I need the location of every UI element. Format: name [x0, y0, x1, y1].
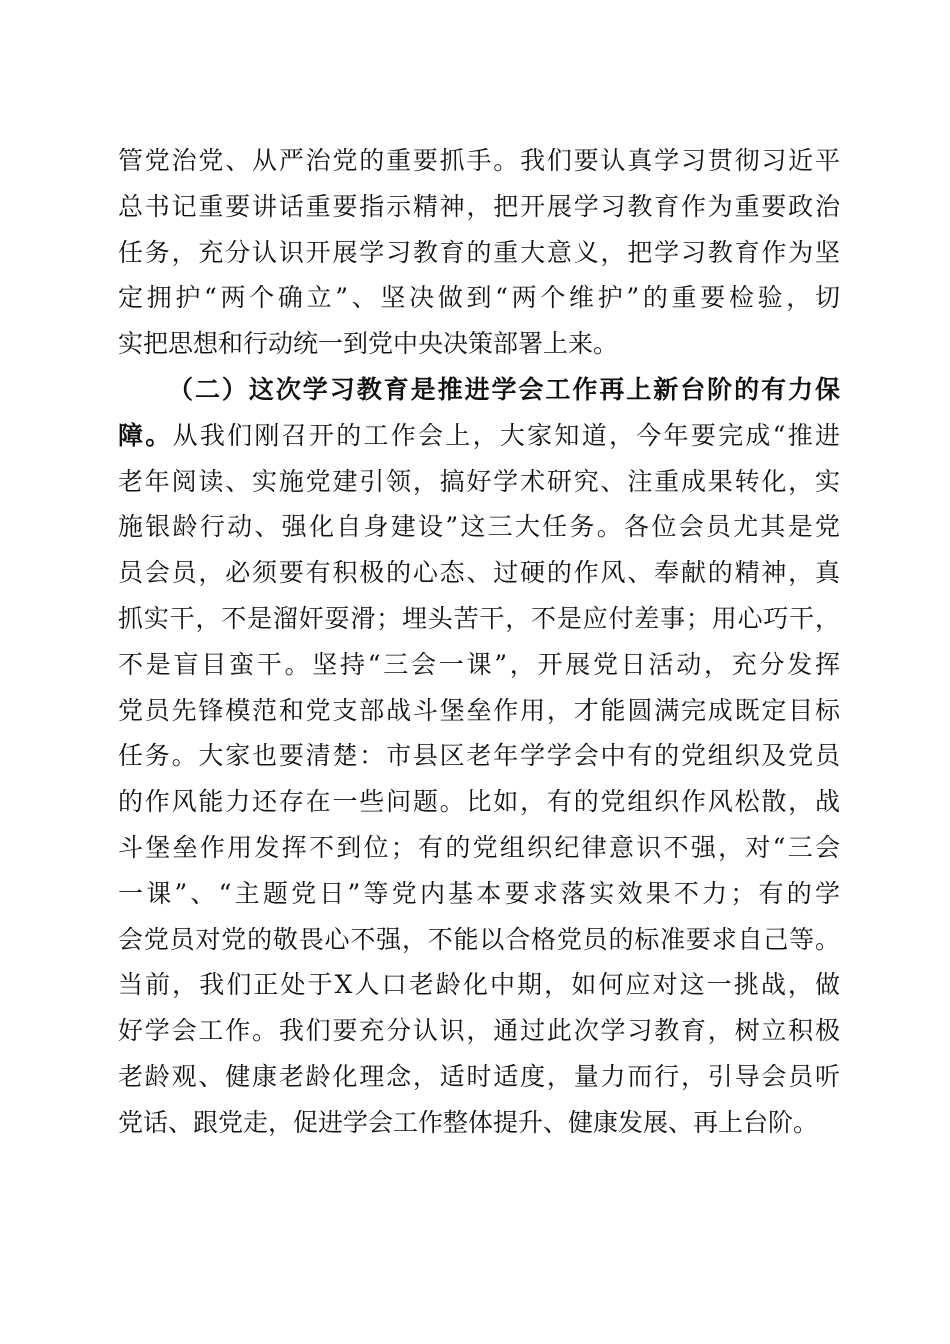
- paragraph-2-line-5: 抓实干，不是溜奸耍滑；埋头苦干，不是应付差事；用心巧干，: [118, 603, 840, 633]
- paragraph-1-line-3: 任务，充分认识开展学习教育的重大意义，把学习教育作为坚: [118, 237, 840, 267]
- paragraph-2-line-15: 老龄观、健康老龄化理念，适时适度，量力而行，引导会员听: [118, 1061, 840, 1091]
- paragraph-1-line-4: 定拥护“两个确立”、坚决做到“两个维护”的重要检验，切: [118, 283, 840, 313]
- paragraph-2-line-1: [118, 413, 840, 459]
- paragraph-1-line-2: 总书记重要讲话重要指示精神，把开展学习教育作为重要政治: [118, 191, 840, 221]
- paragraph-2-line-13: 当前，我们正处于X人口老龄化中期，如何应对这一挑战，做: [118, 970, 840, 1000]
- paragraph-2-line-11: 一课”、“主题党日”等党内基本要求落实效果不力；有的学: [118, 878, 840, 908]
- paragraph-2-line-3: 施银龄行动、强化自身建设”这三大任务。各位会员尤其是党: [118, 512, 840, 542]
- paragraph-2-line-6: 不是盲目蛮干。坚持“三会一课”，开展党日活动，充分发挥: [118, 649, 840, 679]
- paragraph-2-line-12: 会党员对党的敬畏心不强，不能以合格党员的标准要求自己等。: [118, 924, 840, 954]
- paragraph-2-line-10: 斗堡垒作用发挥不到位；有的党组织纪律意识不强，对“三会: [118, 832, 840, 862]
- body-text: [118, 138, 840, 1146]
- paragraph-2-line-1-text: 从我们刚召开的工作会上，大家知道，今年要完成“推进: [172, 420, 840, 450]
- paragraph-2-line-9: 的作风能力还存在一些问题。比如，有的党组织作风松散，战: [118, 787, 840, 817]
- section-heading-tail: 障。: [118, 420, 173, 450]
- paragraph-2-line-16: 党话、跟党走，促进学会工作整体提升、健康发展、再上台阶。: [118, 1107, 819, 1137]
- paragraph-2-line-8: 任务。大家也要清楚：市县区老年学学会中有的党组织及党员: [118, 741, 840, 771]
- paragraph-2-line-2: 老年阅读、实施党建引领，搞好学术研究、注重成果转化，实: [118, 466, 840, 496]
- section-heading: （二）这次学习教育是推进学会工作再上新台阶的有力保: [168, 374, 840, 404]
- paragraph-2-line-4: 员会员，必须要有积极的心态、过硬的作风、奉献的精神，真: [118, 558, 840, 588]
- paragraph-1-line-1: 管党治党、从严治党的重要抓手。我们要认真学习贯彻习近平: [118, 146, 840, 175]
- paragraph-2-line-7: 党员先锋模范和党支部战斗堡垒作用，才能圆满完成既定目标: [118, 695, 840, 725]
- paragraph-1-line-5: 实把思想和行动统一到党中央决策部署上来。: [118, 329, 619, 359]
- paragraph-2-line-14: 好学会工作。我们要充分认识，通过此次学习教育，树立积极: [118, 1016, 840, 1046]
